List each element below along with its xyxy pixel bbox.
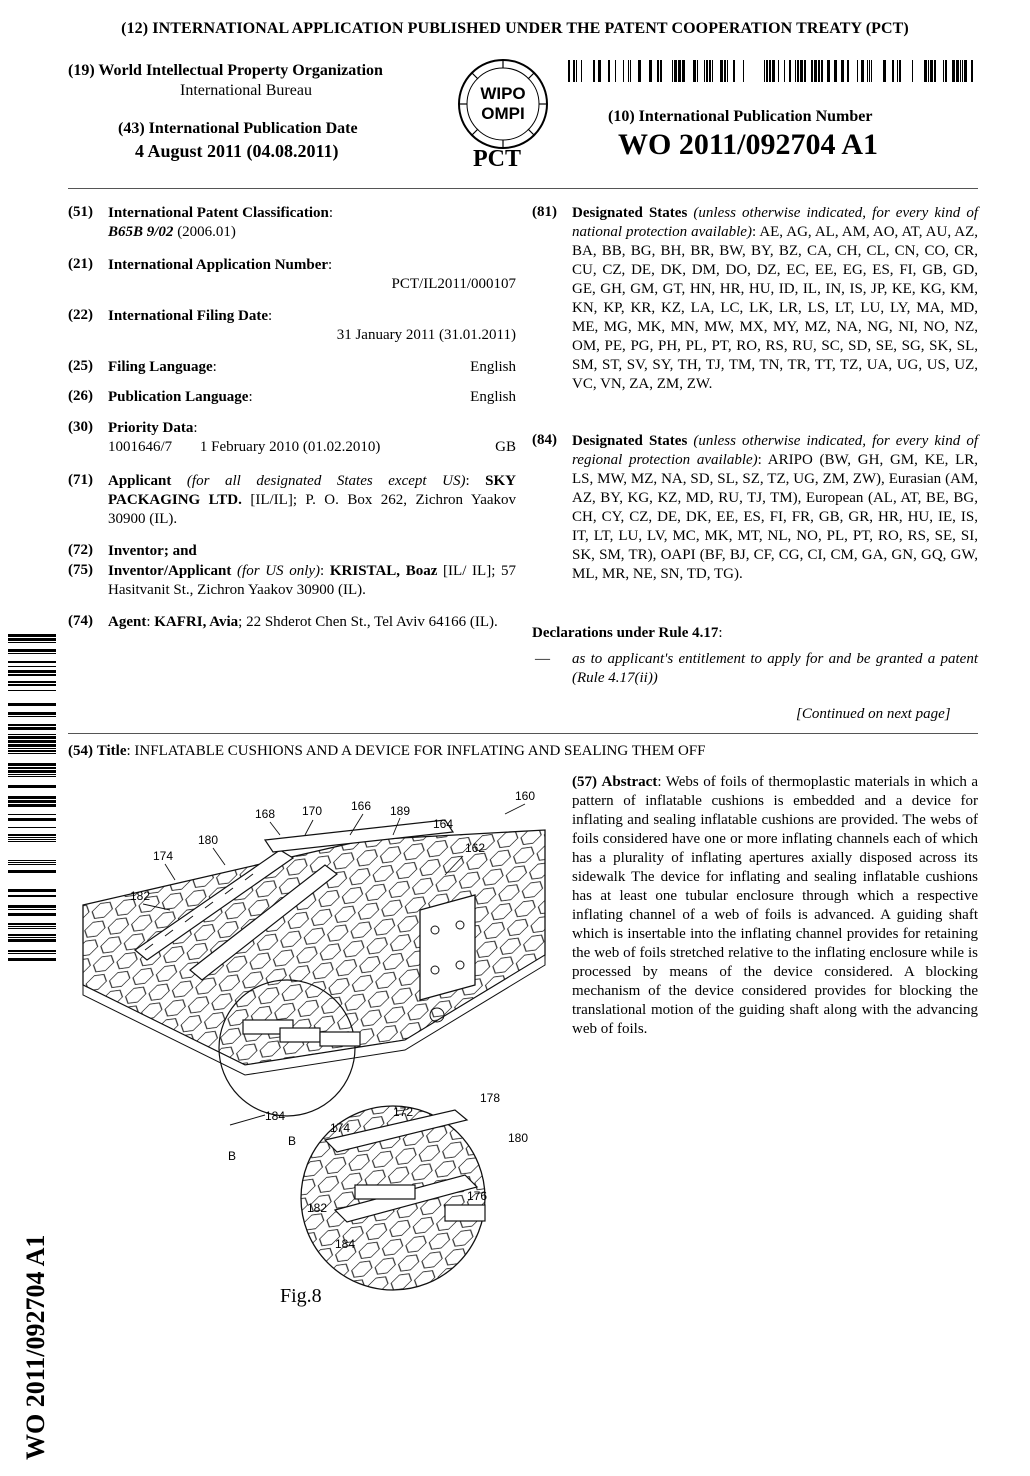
f75-name: KRISTAL, Boaz	[329, 563, 438, 579]
svg-text:166: 166	[351, 799, 372, 813]
title-code: (54)	[68, 743, 93, 759]
svg-text:184: 184	[265, 1109, 286, 1123]
abstract: (57) Abstract: Webs of foils of thermoplastic materials in which a pattern of inflatable cushions is embedded and a device for inflating and sealing inflatable cushions are provided. The webs of foils considered have one or more inflating channels each of which has a plurality of inflating apertures axially disposed across its sidewalk The device for inflating and sealing inflatable cushions has at least one tubular enclosure through which a respective inflating channel of a web of foils is advanced. A guiding shaft which is insertable into the inflating channel provides for retaining the web of foils stretched relative to the inflating enclosure while is processed by means of the device considered. A blocking mechanism of the device considered provides for blocking the translational motion of the guiding shaft along with the advancing web of foils.	[572, 774, 978, 1037]
svg-text:176: 176	[467, 1189, 488, 1203]
bureau: International Bureau	[180, 82, 312, 99]
f21-field: International Application Number: PCT/IL2011/000107	[108, 257, 516, 292]
svg-text:168: 168	[255, 807, 276, 821]
svg-text:B: B	[228, 1149, 237, 1163]
title-label: Title	[96, 743, 127, 759]
org-line	[68, 62, 383, 80]
svg-text:184: 184	[335, 1237, 356, 1251]
f30-field: Priority Data: 1001646/7 1 February 2010 (01.02.2010) GB	[108, 420, 516, 455]
svg-text:164: 164	[433, 817, 454, 831]
f72-code: (72)	[68, 542, 93, 558]
f30-label: Priority Data	[108, 420, 194, 436]
pub-number: WO 2011/092704 A1	[618, 128, 879, 161]
f22-field: International Filing Date: 31 January 2011 (31.01.2011)	[108, 308, 516, 343]
f71-field: Applicant (for all designated States except US): SKY PACKAGING LTD. [IL/IL]; P. O. Box 262, Zichron Yaakov 30900 (IL).	[108, 473, 517, 527]
f71-address: [IL/IL]; P. O. Box 262, Zichron Yaakov 30900 (IL).	[108, 492, 517, 527]
f25-label: Filing Language	[108, 359, 213, 375]
svg-text:170: 170	[302, 804, 323, 818]
f26-field: Publication Language: English	[108, 389, 516, 405]
org-name: World Intellectual Property Organization	[98, 62, 383, 79]
svg-text:178: 178	[480, 1091, 501, 1105]
f51-field: International Patent Classification: B65B 9/02 (2006.01)	[108, 205, 333, 240]
svg-text:160: 160	[515, 789, 536, 803]
f81-code: (81)	[532, 204, 557, 220]
pub-date: 4 August 2011 (04.08.2011)	[135, 141, 339, 161]
svg-text:162: 162	[465, 841, 486, 855]
f75-code: (75)	[68, 562, 93, 578]
barcode-icon	[568, 60, 976, 82]
svg-text:174: 174	[330, 1121, 351, 1135]
abstract-label: Abstract	[601, 774, 658, 790]
pub-date-label: (43) International Publication Date	[118, 120, 358, 137]
wipo-emblem-icon	[455, 56, 551, 152]
f71-code: (71)	[68, 472, 93, 488]
f51-code: (51)	[68, 204, 93, 220]
f72-label: Inventor; and	[108, 543, 197, 559]
f21-code: (21)	[68, 256, 93, 272]
document-header-title: (12) INTERNATIONAL APPLICATION PUBLISHED UNDER THE PATENT COOPERATION TREATY (PCT)	[121, 20, 909, 37]
svg-text:182: 182	[130, 889, 151, 903]
title-divider	[68, 733, 978, 734]
f84-field: Designated States (unless otherwise indicated, for every kind of regional protection available): ARIPO (BW, GH, GM, KE, LR, LS, MW, MZ, NA, SD, SL, SZ, TZ, UG, ZM, ZW), Eurasian (AM, AZ, BY, KG, KZ, MD, RU, TJ, TM), European (AL, AT, BE, BG, CH, CY, CZ, DE, DK, EE, ES, FI, FR, GB, GR, HR, HU, IE, IS, IT, LT, LU, LV, MC, MK, MT, NL, NO, PL, PT, RO, RS, SE, SI, SK, SM, TR), OAPI (BF, BJ, CF, CG, CI, CM, GA, GN, GQ, GW, ML, MR, NE, SN, TD, TG).	[572, 433, 979, 582]
svg-text:174: 174	[153, 849, 174, 863]
f75-field: Inventor/Applicant (for US only): KRISTAL, Boaz [IL/ IL]; 57 Hasitvanit St., Zichron Yaakov 30900 (IL).	[108, 563, 517, 598]
figure-caption: Fig.8	[280, 1285, 322, 1307]
f84-note: (unless otherwise indicated, for every kind of regional protection available)	[572, 433, 978, 468]
figure-8	[75, 780, 555, 1320]
logo-wipo-text: WIPO	[480, 84, 526, 103]
f25-code: (25)	[68, 358, 93, 374]
barcode-side	[8, 634, 56, 966]
f21-label: International Application Number	[108, 257, 329, 273]
f26-value: English	[470, 389, 516, 405]
header-divider	[68, 188, 978, 189]
f74-field: Agent: KAFRI, Avia; 22 Shderot Chen St., Tel Aviv 64166 (IL).	[108, 614, 498, 630]
f51-label: International Patent Classification	[108, 205, 329, 221]
f30-country: GB	[495, 439, 516, 455]
svg-text:180: 180	[198, 833, 219, 847]
barcode-top	[568, 60, 976, 82]
f25-field: Filing Language: English	[108, 359, 516, 375]
svg-text:172: 172	[393, 1105, 414, 1119]
declaration-dash: —	[535, 651, 550, 667]
declarations-heading: Declarations under Rule 4.17:	[532, 625, 723, 641]
f75-address: [IL/ IL]; 57 Hasitvanit St., Zichron Yaakov 30900 (IL).	[108, 563, 517, 598]
f71-label: Applicant	[108, 473, 172, 489]
f51-value: (2006.01)	[177, 224, 236, 240]
f74-code: (74)	[68, 613, 93, 629]
f30-date: 1 February 2010 (01.02.2010)	[199, 439, 381, 455]
f71-note: (for all designated States except US)	[186, 473, 466, 489]
f71-name: SKY PACKAGING LTD.	[108, 473, 517, 508]
abstract-code: (57)	[572, 774, 597, 790]
svg-text:180: 180	[508, 1131, 529, 1145]
continued-note: [Continued on next page]	[796, 706, 951, 722]
f75-note: (for US only)	[237, 563, 321, 579]
f26-label: Publication Language	[108, 389, 249, 405]
f84-code: (84)	[532, 432, 557, 448]
declaration-text: as to applicant's entitlement to apply for and be granted a patent (Rule 4.17(ii))	[572, 651, 978, 686]
pub-number-label: (10) International Publication Number	[608, 108, 873, 125]
declarations-label: Declarations under Rule 4.17	[532, 625, 719, 641]
svg-text:189: 189	[390, 804, 411, 818]
f81-states: AE, AG, AL, AM, AO, AT, AU, AZ, BA, BB, BG, BH, BR, BW, BY, BZ, CA, CH, CL, CN, CO, CR, CU, CZ, DE, DK, DM, DO, DZ, EC, EE, EG, ES, FI, GB, GD, GE, GH, GM, GT, HN, HR, HU, ID, IL, IN, IS, JP, KE, KG, KM, KN, KP, KR, KZ, LA, LC, LK, LR, LS, LT, LU, LY, MA, MD, ME, MG, MK, MN, MW, MX, MY, MZ, NA, NG, NI, NO, NZ, OM, PE, PG, PH, PL, PT, RO, RS, RU, SC, SD, SE, SG, SK, SL, SM, ST, SV, SY, TH, TJ, TM, TN, TR, TT, TZ, UA, UG, US, UZ, VC, VN, ZA, ZM, ZW.	[572, 224, 978, 392]
title-line: (54) Title: INFLATABLE CUSHIONS AND A DEVICE FOR INFLATING AND SEALING THEM OFF	[68, 743, 706, 759]
abstract-text: Webs of foils of thermoplastic materials in which a pattern of inflatable cushions is embedded and a device for inflating and sealing inflatable cushions are provided. The webs of foils considered have one or more inflating channels each of which has a plurality of inflating apertures axially disposed across its sidewalk The device for inflating and sealing inflatable cushions has at least one tubular enclosure through which a respective inflating channel of a web of foils is advanced. A guiding shaft which is insertable into the inflating channel provides for retaining the web of foils stretched relative to the inflating enclosure while is processed by means of the device considered. A blocking mechanism of the device considered provides for blocking the translational motion of the guiding shaft along with the advancing web of foils.	[572, 774, 978, 1037]
svg-text:B: B	[288, 1134, 297, 1148]
f51-value-bold: B65B 9/02	[108, 224, 174, 240]
f81-note: (unless otherwise indicated, for every kind of national protection available)	[572, 205, 978, 240]
f25-value: English	[470, 359, 516, 375]
f74-name: KAFRI, Avia	[154, 614, 239, 630]
f81-label: Designated States	[572, 205, 688, 221]
f84-states: ARIPO (BW, GH, GM, KE, LR, LS, MW, MZ, NA, SD, SL, SZ, TZ, UG, ZM, ZW), Eurasian (AM, AZ, BY, KG, KZ, MD, RU, TJ, TM), European (AL, AT, BE, BG, CH, CY, CZ, DE, DK, EE, ES, FI, FR, GB, GR, HR, HU, IE, IS, IT, LT, LU, LV, MC, MK, MT, NL, NO, PL, PT, RO, RS, SE, SI, SK, SM, TR), OAPI (BF, BJ, CF, CG, CI, CM, GA, GN, GQ, GW, ML, MR, NE, SN, TD, TG).	[572, 452, 979, 582]
f30-code: (30)	[68, 419, 93, 435]
f75-label: Inventor/Applicant	[108, 563, 232, 579]
patent-drawing	[75, 780, 555, 1320]
title-text: INFLATABLE CUSHIONS AND A DEVICE FOR INFLATING AND SEALING THEM OFF	[134, 743, 706, 759]
f22-code: (22)	[68, 307, 93, 323]
f21-value: PCT/IL2011/000107	[391, 276, 516, 292]
vertical-barcode-icon	[8, 634, 56, 966]
f84-label: Designated States	[572, 433, 688, 449]
logo-ompi-text: OMPI	[481, 104, 525, 123]
f30-number: 1001646/7	[108, 439, 173, 455]
f74-label: Agent	[108, 614, 147, 630]
org-code: (19)	[68, 62, 95, 79]
wipo-logo	[455, 56, 551, 152]
side-pub-number: WO 2011/092704 A1	[21, 1234, 50, 1460]
f22-value: 31 January 2011 (31.01.2011)	[336, 327, 516, 343]
f74-address: ; 22 Shderot Chen St., Tel Aviv 64166 (IL).	[238, 614, 498, 630]
pct-mark: PCT	[473, 146, 521, 172]
f22-label: International Filing Date	[108, 308, 268, 324]
f26-code: (26)	[68, 388, 93, 404]
svg-text:182: 182	[307, 1201, 328, 1215]
f81-field: Designated States (unless otherwise indicated, for every kind of national protection available): AE, AG, AL, AM, AO, AT, AU, AZ, BA, BB, BG, BH, BR, BW, BY, BZ, CA, CH, CL, CN, CO, CR, CU, CZ, DE, DK, DM, DO, DZ, EC, EE, EG, ES, FI, GB, GD, GE, GH, GM, GT, HN, HR, HU, ID, IL, IN, IS, JP, KE, KG, KM, KN, KP, KR, KZ, LA, LC, LK, LR, LS, LT, LU, LY, MA, MD, ME, MG, MK, MN, MW, MX, MY, MZ, NA, NG, NI, NO, NZ, OM, PE, PG, PH, PL, PT, RO, RS, RU, SC, SD, SE, SG, SK, SL, SM, ST, SV, SY, TH, TJ, TM, TN, TR, TT, TZ, UA, UG, US, UZ, VC, VN, ZA, ZM, ZW.	[572, 205, 978, 392]
